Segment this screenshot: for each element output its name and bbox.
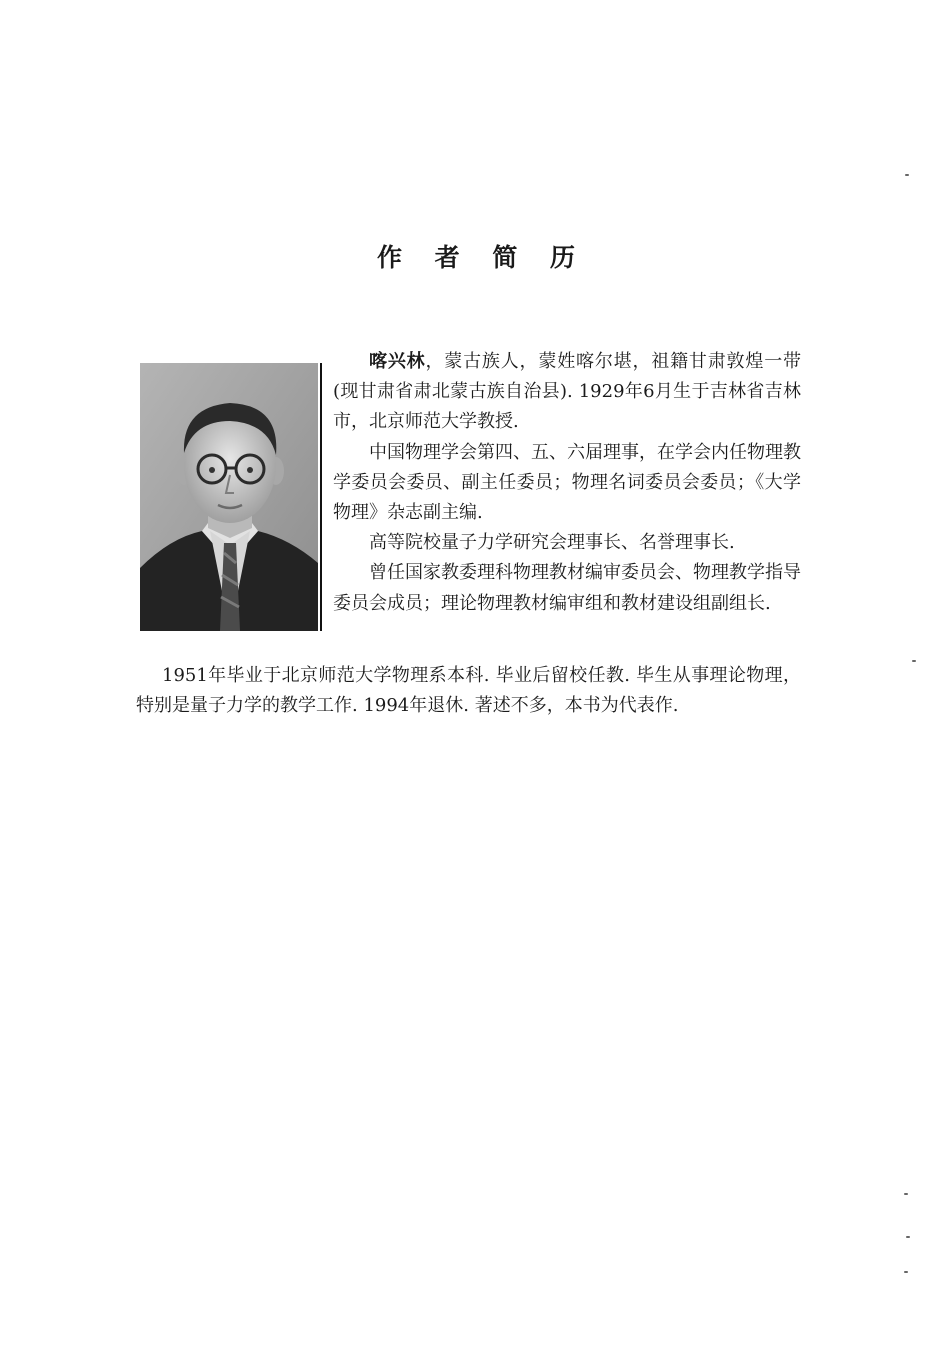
- bio-career-paragraph: 1951年毕业于北京师范大学物理系本科. 毕业后留校任教. 毕生从事理论物理，特别是量子力学的教学工作. 1994年退休. 著述不多，本书为代表作.: [136, 665, 801, 717]
- scan-speck: [904, 1193, 908, 1195]
- bio-committee-paragraph: 曾任国家教委理科物理教材编审委员会、物理教学指导委员会成员；理论物理教材编审组和教材建设组副组长.: [333, 562, 801, 614]
- bio-association-paragraph: 高等院校量子力学研究会理事长、名誉理事长.: [369, 532, 735, 554]
- bio-career-block: [136, 661, 801, 721]
- bio-intro-paragraph: [333, 347, 801, 438]
- bio-intro-text: ，蒙古族人，蒙姓喀尔堪，祖籍甘肃敦煌一带(现甘肃省肃北蒙古族自治县). 1929年6月生于吉林省吉林市，北京师范大学教授.: [333, 351, 802, 433]
- scan-speck: [904, 1271, 908, 1273]
- author-photo: [140, 363, 318, 631]
- bio-society-paragraph: 中国物理学会第四、五、六届理事，在学会内任物理教学委员会委员、副主任委员；物理名词委员会委员；《大学物理》杂志副主编.: [333, 441, 801, 524]
- author-name: 喀兴林: [369, 351, 426, 372]
- page-title: 作 者 简 历: [376, 243, 588, 272]
- scan-speck: [905, 174, 909, 176]
- scan-speck: [906, 1236, 910, 1238]
- scan-speck: [912, 660, 916, 662]
- photo-divider: [320, 363, 322, 631]
- bio-text-block: [333, 347, 801, 619]
